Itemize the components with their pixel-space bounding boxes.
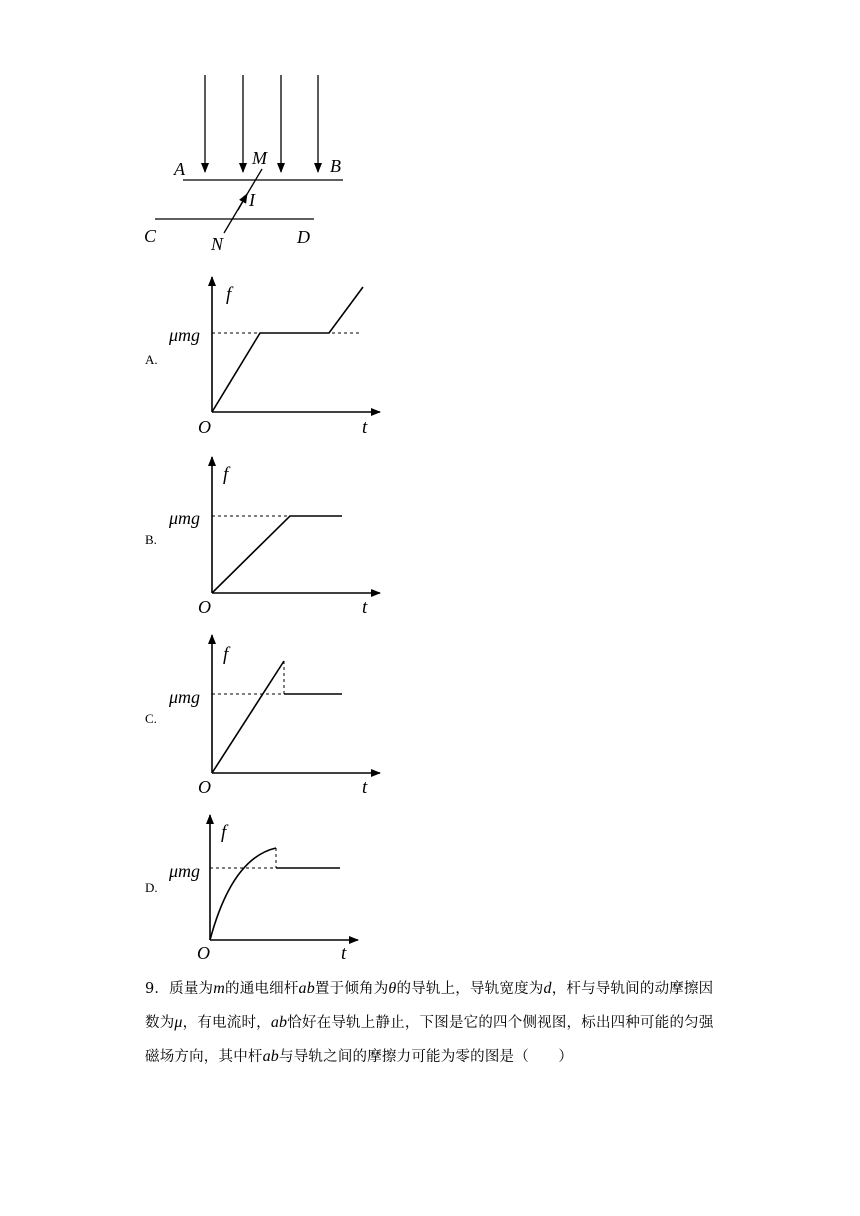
- graph-B: [168, 457, 380, 618]
- graph-A-x-label: t: [362, 417, 368, 438]
- question-9: [145, 972, 725, 1074]
- graph-C: [168, 635, 380, 798]
- question-text-2: 的通电细杆: [225, 981, 299, 997]
- symbol-mu: μ: [174, 1014, 183, 1031]
- question-text-7: 恰好在导轨上静止，下图是它的四个侧视图，标出四种可能的匀强磁场方向，其中杆: [145, 1015, 714, 1065]
- graph-C-origin-label: O: [198, 777, 211, 797]
- graph-C-y-label: f: [223, 644, 229, 665]
- graph-B-level-label: μmg: [169, 508, 201, 528]
- symbol-theta: θ: [388, 980, 397, 997]
- question-text-4: 的导轨上，导轨宽度为: [396, 981, 544, 997]
- label-D: D: [297, 227, 310, 247]
- option-D-label: D.: [145, 880, 158, 895]
- graph-B-y-label: f: [223, 464, 229, 485]
- graph-A-level-label: μmg: [169, 325, 201, 345]
- question-text-8: 与导轨之间的摩擦力可能为零的图是（ ）: [279, 1049, 574, 1065]
- label-A: A: [174, 159, 185, 179]
- graph-A-origin-label: O: [198, 417, 211, 437]
- label-I: I: [249, 190, 255, 210]
- label-B: B: [330, 156, 341, 176]
- graph-D-origin-label: O: [197, 943, 210, 963]
- symbol-ab: ab: [270, 1014, 288, 1031]
- graph-D-level-label: μmg: [169, 861, 201, 881]
- question-text-1: 质量为: [169, 981, 214, 997]
- label-N: N: [211, 234, 224, 254]
- graph-D-y-label: f: [221, 822, 227, 843]
- graph-C-rise: [212, 661, 284, 773]
- graph-A-y-label: f: [226, 284, 232, 305]
- option-B-label: B.: [145, 532, 157, 547]
- symbol-ab: ab: [262, 1048, 280, 1065]
- symbol-m: m: [213, 980, 226, 997]
- question-number: 9．: [145, 981, 170, 997]
- option-A-label: A.: [145, 352, 158, 367]
- graph-A: [168, 277, 380, 438]
- label-C: C: [144, 226, 157, 246]
- graph-B-x-label: t: [362, 597, 368, 618]
- graph-A-curve: [212, 287, 363, 412]
- graph-D-curve: [210, 848, 276, 940]
- graph-B-curve: [212, 516, 342, 593]
- graph-D-x-label: t: [341, 943, 347, 964]
- current-arrow: [238, 194, 247, 210]
- graph-B-origin-label: O: [198, 597, 211, 617]
- label-M: M: [252, 148, 267, 168]
- graph-C-level-label: μmg: [169, 687, 201, 707]
- symbol-ab: ab: [298, 980, 315, 997]
- question-text-5: ，杆与导轨间的动摩擦因数为: [145, 981, 714, 1031]
- graph-D: [168, 815, 358, 964]
- option-C-label: C.: [145, 711, 157, 726]
- question-text-3: 置于倾角为: [314, 981, 389, 997]
- question-text-6: ，有电流时，: [182, 1015, 271, 1031]
- graph-C-x-label: t: [362, 777, 368, 798]
- symbol-d: d: [543, 980, 552, 997]
